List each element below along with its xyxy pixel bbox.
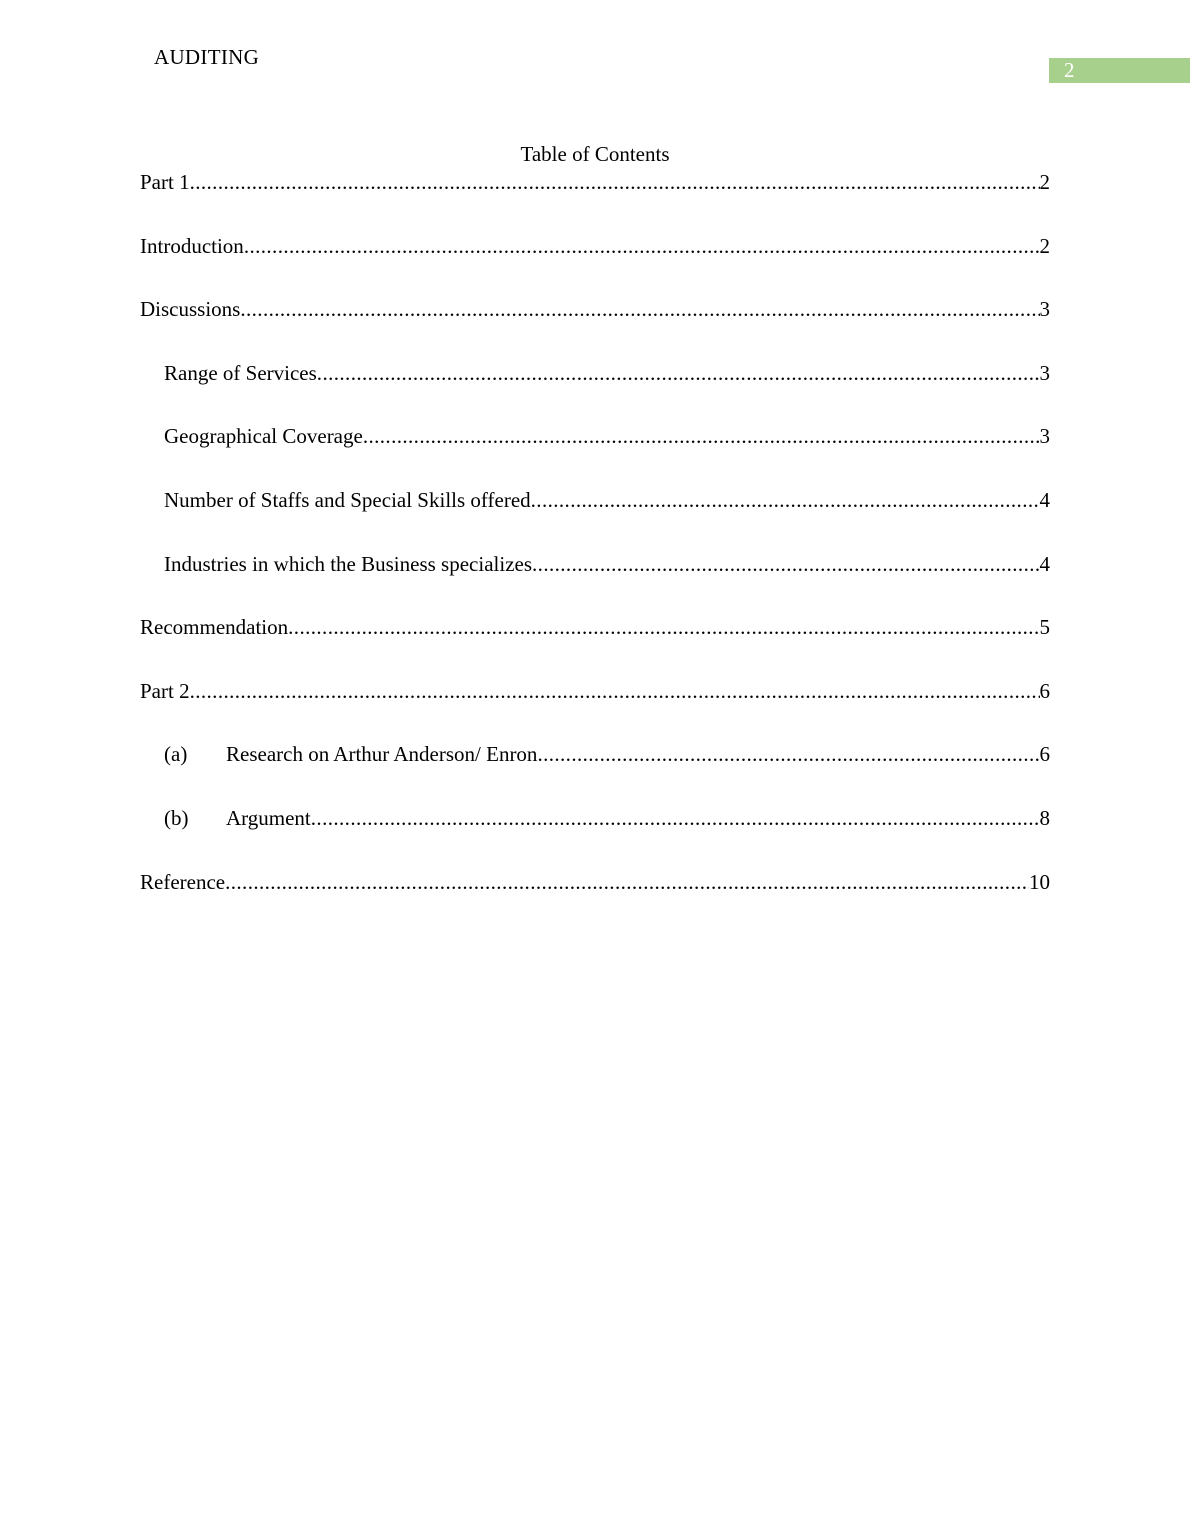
toc-entry-research-arthur-anderson[interactable] <box>140 740 1050 768</box>
toc-dot-leader <box>537 740 1039 768</box>
table-of-contents <box>140 168 1050 931</box>
toc-title: Table of Contents <box>520 142 670 166</box>
toc-entry-label: Industries in which the Business specializes <box>164 551 533 576</box>
toc-entry-label: Number of Staffs and Special Skills offered <box>164 487 531 512</box>
toc-dot-leader <box>532 550 1039 578</box>
toc-entry-page: 3 <box>1039 297 1050 322</box>
toc-entry-part-1[interactable] <box>140 168 1050 196</box>
toc-entry-label: Argument <box>226 805 311 830</box>
toc-dot-leader <box>225 868 1029 896</box>
toc-entry-page: 4 <box>1039 551 1050 576</box>
toc-entry-number-of-staffs[interactable] <box>140 486 1050 514</box>
toc-entry-page: 8 <box>1039 805 1050 830</box>
page-number: 2 <box>1064 58 1075 82</box>
toc-entry-label: Range of Services <box>164 360 317 385</box>
toc-entry-part-2[interactable] <box>140 677 1050 705</box>
toc-entry-label: Part 2 <box>140 678 190 703</box>
toc-entry-reference[interactable] <box>140 868 1050 896</box>
toc-entry-label: Reference <box>140 869 226 894</box>
toc-dot-leader <box>240 295 1039 323</box>
toc-entry-page: 2 <box>1039 170 1050 194</box>
toc-entry-page: 3 <box>1039 360 1050 385</box>
toc-entry-argument[interactable] <box>140 804 1050 832</box>
toc-entry-range-of-services[interactable] <box>140 359 1050 387</box>
toc-entry-discussions[interactable] <box>140 295 1050 323</box>
toc-entry-label: Discussions <box>140 297 241 322</box>
toc-entry-page: 6 <box>1039 742 1050 767</box>
toc-dot-leader <box>190 168 1040 196</box>
toc-entry-industries[interactable] <box>140 550 1050 578</box>
toc-dot-leader <box>531 486 1040 514</box>
toc-entry-number: (b) <box>164 805 189 830</box>
toc-dot-leader <box>317 359 1040 387</box>
toc-entry-geographical-coverage[interactable] <box>140 422 1050 450</box>
toc-entry-page: 10 <box>1029 869 1050 894</box>
toc-entry-page: 4 <box>1039 487 1050 512</box>
toc-entry-introduction[interactable] <box>140 232 1050 260</box>
toc-dot-leader <box>288 613 1039 641</box>
toc-entry-page: 6 <box>1039 678 1050 703</box>
toc-dot-leader <box>244 232 1040 260</box>
running-head: AUDITING <box>154 45 260 69</box>
toc-entry-number: (a) <box>164 742 188 767</box>
toc-entry-recommendation[interactable] <box>140 613 1050 641</box>
toc-dot-leader <box>363 422 1040 450</box>
toc-entry-label: Research on Arthur Anderson/ Enron <box>226 742 538 767</box>
toc-entry-page: 2 <box>1039 233 1050 258</box>
toc-entry-label: Recommendation <box>140 615 289 640</box>
toc-entry-label: Geographical Coverage <box>164 424 363 449</box>
toc-entry-label: Introduction <box>140 233 244 258</box>
toc-dot-leader <box>311 804 1040 832</box>
toc-entry-page: 3 <box>1039 424 1050 449</box>
toc-entry-page: 5 <box>1039 615 1050 640</box>
page-number-badge <box>1049 58 1190 83</box>
toc-entry-label: Part 1 <box>140 170 190 194</box>
toc-dot-leader <box>190 677 1040 705</box>
